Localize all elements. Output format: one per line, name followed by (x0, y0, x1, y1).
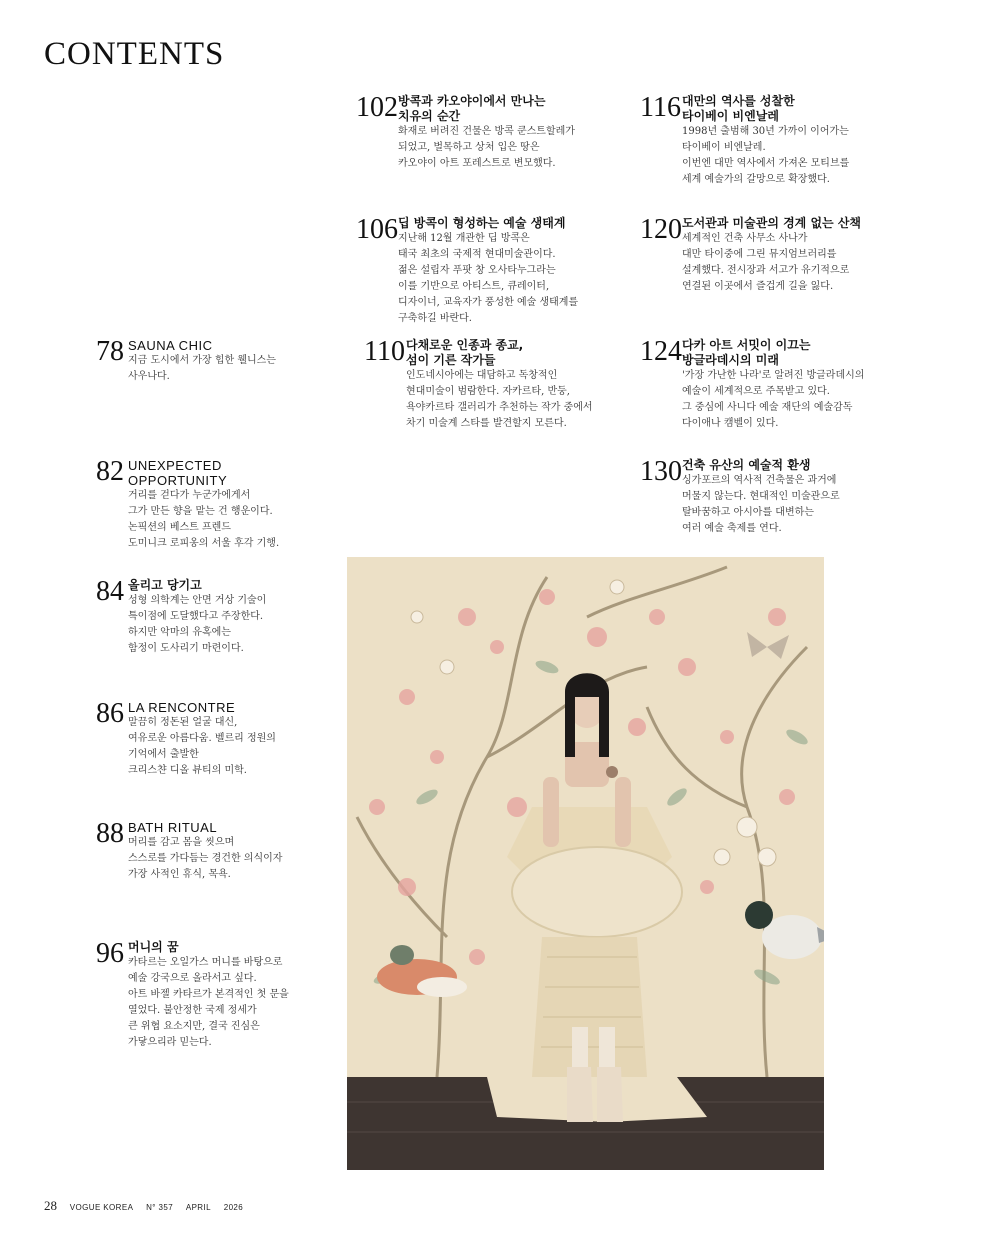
article-description (682, 124, 849, 188)
article-description (682, 231, 861, 295)
headline-line: BATH RITUAL (128, 820, 218, 835)
description-line: 기억에서 출발한 (128, 749, 199, 760)
headline-line: 다채로운 인종과 종교, (406, 338, 524, 352)
description-line: '가장 가난한 나라'로 알려진 방글라데시의 (682, 370, 865, 381)
description-line: 하지만 악마의 유혹에는 (128, 627, 231, 638)
headline-line: 다카 아트 서밋이 이끄는 (682, 338, 811, 352)
headline-line: 타이베이 비엔날레 (682, 109, 779, 123)
description-line: 연결된 이곳에서 즐겁게 길을 잃다. (682, 281, 834, 292)
description-line: 태국 최초의 국제적 현대미술관이다. (398, 249, 556, 260)
page-number-label: 120 (640, 214, 682, 245)
description-line: 논픽션의 베스트 프렌드 (128, 522, 231, 533)
description-line: 구축하길 바란다. (398, 313, 472, 324)
headline-line: 올리고 당기고 (128, 578, 202, 592)
description-line: 세계 예술가의 갈망으로 확장했다. (682, 174, 830, 185)
article-headline (128, 820, 282, 835)
description-line: 세계적인 건축 사무소 사나가 (682, 233, 808, 244)
description-line: 싱가포르의 역사적 건축물은 과거에 (682, 475, 837, 486)
description-line: 화재로 버려진 건물은 방콕 쿤스트할레가 (398, 126, 575, 137)
article-description (128, 593, 266, 657)
article-description (128, 488, 279, 552)
article-description (398, 124, 575, 172)
headline-line: LA RENCONTRE (128, 700, 236, 715)
article-description (128, 715, 276, 779)
description-line: 가닿으리라 믿는다. (128, 1037, 212, 1048)
page-number-label: 96 (96, 938, 124, 969)
description-line: 그가 만든 향을 맡는 건 행운이다. (128, 506, 273, 517)
description-line: 사우나다. (128, 371, 170, 382)
page-number: 28 (44, 1198, 57, 1213)
page-number-label: 102 (356, 92, 398, 123)
headline-line: 머니의 꿈 (128, 940, 179, 954)
page-number-label: 110 (364, 336, 405, 367)
description-line: 되었고, 벌목하고 상처 입은 땅은 (398, 142, 540, 153)
description-line: 거리를 걷다가 누군가에게서 (128, 490, 251, 501)
headline-line: 치유의 순간 (398, 109, 461, 123)
issue-number: N° 357 (146, 1203, 174, 1212)
description-line: 예술이 세계적으로 주목받고 있다. (682, 386, 830, 397)
magazine-name: VOGUE KOREA (69, 1203, 134, 1212)
description-line: 가장 사적인 휴식, 목욕. (128, 869, 231, 880)
article-headline (128, 458, 279, 488)
headline-line: 도서관과 미술관의 경계 없는 산책 (682, 216, 862, 230)
description-line: 디자이너, 교육자가 풍성한 예술 생태계를 (398, 297, 579, 308)
article-description (398, 231, 578, 327)
headline-line: 방콕과 카오야이에서 만나는 (398, 94, 546, 108)
article-description (406, 368, 593, 432)
article-headline (398, 94, 575, 124)
page-number-label: 116 (640, 92, 681, 123)
article-headline (406, 338, 593, 368)
issue-year: 2026 (223, 1203, 244, 1212)
description-line: 이번엔 대만 역사에서 가져온 모티브를 (682, 158, 850, 169)
headline-line: 딥 방콕이 형성하는 예술 생태계 (398, 216, 566, 230)
description-line: 카타르는 오일가스 머니를 바탕으로 (128, 957, 283, 968)
article-description (682, 368, 864, 432)
page-title: CONTENTS (44, 36, 225, 72)
description-line: 타이베이 비엔날레. (682, 142, 766, 153)
headline-line: OPPORTUNITY (128, 473, 228, 488)
description-line: 인도네시아에는 대담하고 독창적인 (406, 370, 558, 381)
article-headline (128, 578, 266, 593)
description-line: 여유로운 아름다움. 벨르리 정원의 (128, 733, 276, 744)
description-line: 예술 강국으로 올라서고 싶다. (128, 973, 257, 984)
description-line: 이를 기반으로 아티스트, 큐레이터, (398, 281, 550, 292)
description-line: 대만 타이중에 그린 뮤지엄브러리를 (682, 249, 837, 260)
description-line: 설계했다. 전시장과 서고가 유기적으로 (682, 265, 850, 276)
description-line: 젊은 설립자 푸팟 창 오사타누그라는 (398, 265, 556, 276)
article-description (128, 353, 276, 385)
headline-line: 건축 유산의 예술적 환생 (682, 458, 811, 472)
page-number-label: 124 (640, 336, 682, 367)
description-line: 함정이 도사리기 마련이다. (128, 643, 244, 654)
headline-line: 대만의 역사를 성찰한 (682, 94, 795, 108)
headline-line: UNEXPECTED (128, 458, 222, 473)
article-headline (128, 700, 276, 715)
headline-line: SAUNA CHIC (128, 338, 213, 353)
page-footer (44, 1198, 253, 1214)
description-line: 여러 예술 축제를 연다. (682, 523, 782, 534)
description-line: 1998년 출범해 30년 가까이 이어가는 (682, 126, 849, 137)
page-number-label: 82 (96, 456, 124, 487)
article-headline (682, 94, 849, 124)
description-line: 아트 바젤 카타르가 본격적인 첫 문을 (128, 989, 289, 1000)
headline-line: 방글라데시의 미래 (682, 353, 779, 367)
description-line: 욕야카르타 갤러리가 추천하는 작가 중에서 (406, 402, 593, 413)
description-line: 머리를 감고 몸을 씻으며 (128, 837, 235, 848)
description-line: 큰 위협 요소지만, 결국 진심은 (128, 1021, 260, 1032)
issue-month: APRIL (185, 1203, 211, 1212)
description-line: 스스로를 가다듬는 경건한 의식이자 (128, 853, 283, 864)
article-headline (398, 216, 578, 231)
article-headline (128, 338, 276, 353)
description-line: 현대미술이 범람한다. 자카르타, 반둥, (406, 386, 570, 397)
page-number-label: 130 (640, 456, 682, 487)
editorial-photo (347, 557, 824, 1170)
page-number-label: 86 (96, 698, 124, 729)
article-headline (682, 338, 864, 368)
description-line: 지난해 12월 개관한 딥 방콕은 (398, 233, 530, 244)
article-headline (682, 458, 840, 473)
description-line: 차기 미술계 스타를 발견할지 모른다. (406, 418, 567, 429)
description-line: 성형 의학계는 안면 거상 기술이 (128, 595, 267, 606)
description-line: 크리스챤 디올 뷰티의 미학. (128, 765, 247, 776)
article-headline (682, 216, 861, 231)
headline-line: 섬이 기른 작가들 (406, 353, 496, 367)
description-line: 다이애나 캠벨이 있다. (682, 418, 779, 429)
description-line: 탈바꿈하고 아시아를 대변하는 (682, 507, 814, 518)
description-line: 그 중심에 사니다 예술 재단의 예술감독 (682, 402, 853, 413)
article-description (682, 473, 840, 537)
article-description (128, 955, 289, 1051)
article-description (128, 835, 282, 883)
description-line: 카오야이 아트 포레스트로 변모했다. (398, 158, 556, 169)
page-number-label: 88 (96, 818, 124, 849)
description-line: 지금 도시에서 가장 힙한 웰니스는 (128, 355, 276, 366)
description-line: 열었다. 불안정한 국제 정세가 (128, 1005, 257, 1016)
page-number-label: 78 (96, 336, 124, 367)
description-line: 말끔히 정돈된 얼굴 대신, (128, 717, 238, 728)
description-line: 도미니크 로피옹의 서울 후각 기행. (128, 538, 280, 549)
page-number-label: 106 (356, 214, 398, 245)
description-line: 머물지 않는다. 현대적인 미술관으로 (682, 491, 840, 502)
article-headline (128, 940, 289, 955)
description-line: 특이점에 도달했다고 주장한다. (128, 611, 264, 622)
page-number-label: 84 (96, 576, 124, 607)
